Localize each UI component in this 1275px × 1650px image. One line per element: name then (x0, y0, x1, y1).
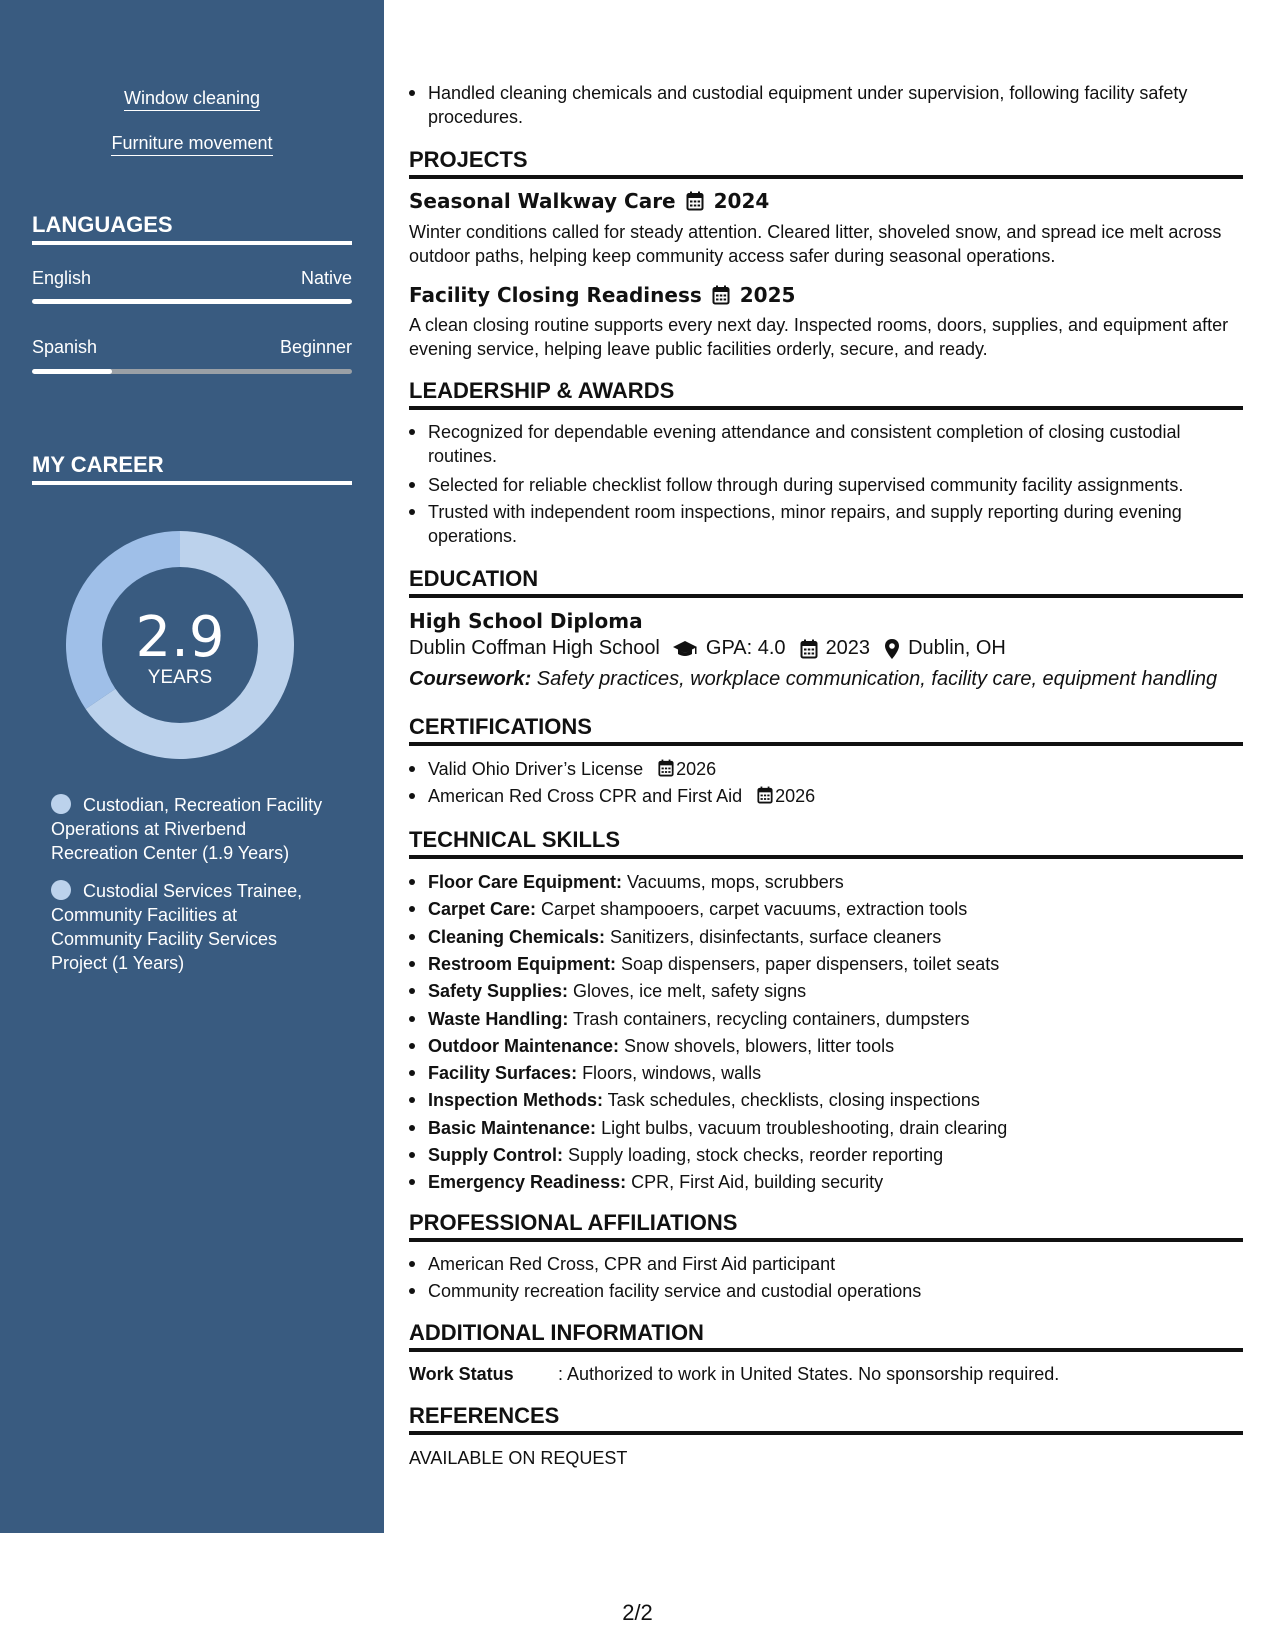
skill-furniture-movement[interactable]: Furniture movement (0, 133, 384, 154)
project-title: Seasonal Walkway Care 2024 (409, 189, 770, 213)
career-dot-icon (51, 794, 71, 814)
additional-info-heading: ADDITIONAL INFORMATION (409, 1320, 1243, 1352)
language-bar-english (32, 299, 352, 304)
affiliation-item: Community recreation facility service and custodial operations (409, 1279, 1243, 1303)
skill-category: Carpet Care: (428, 899, 537, 920)
language-level: Native (300, 268, 352, 288)
skill-values: Task schedules, checklists, closing inspections (603, 1090, 980, 1111)
career-item: Custodial Services Trainee, Community Facilities at Community Facility Services Project (1 Years) (51, 881, 303, 973)
coursework-label: Coursework: (409, 668, 532, 690)
technical-skill-item (409, 1034, 1243, 1058)
skill-values: Gloves, ice melt, safety signs (568, 981, 807, 1002)
skill-category: Supply Control: (428, 1145, 563, 1165)
skill-category: Outdoor Maintenance: (428, 1035, 620, 1056)
certifications-heading: CERTIFICATIONS (409, 714, 1243, 746)
career-dot-icon (51, 880, 71, 900)
coursework (409, 668, 1217, 691)
location-pin-icon (884, 638, 900, 660)
technical-skill-item (409, 1143, 1243, 1167)
language-bar-fill (32, 299, 352, 304)
calendar-icon (800, 639, 818, 659)
technical-skill-item (409, 1007, 1243, 1031)
calendar-icon (658, 759, 674, 777)
skill-category: Waste Handling: (428, 1008, 569, 1029)
career-donut-chart (66, 531, 294, 759)
skill-category: Safety Supplies: (428, 981, 569, 1002)
skill-values: Trash containers, recycling containers, dumpsters (568, 1008, 970, 1029)
skill-category: Floor Care Equipment: (428, 872, 623, 892)
school-name: Dublin Coffman High School (409, 637, 660, 659)
degree-title: High School Diploma (409, 609, 643, 633)
skill-values: Soap dispensers, paper dispensers, toilet seats (616, 953, 1000, 974)
coursework-text: Safety practices, workplace communication, facility care, equipment handling (531, 668, 1218, 690)
certification-item: Valid Ohio Driver’s License 2026 (409, 757, 1243, 781)
skill-values: Carpet shampooers, carpet vacuums, extraction tools (536, 899, 968, 920)
skill-window-cleaning[interactable]: Window cleaning (0, 88, 384, 109)
skill-values: CPR, First Aid, building security (626, 1172, 884, 1193)
education-heading: EDUCATION (409, 566, 1243, 598)
skill-category: Restroom Equipment: (428, 953, 617, 974)
leadership-item: Selected for reliable checklist follow through during supervised community facility assignments. (409, 473, 1243, 497)
references-heading: REFERENCES (409, 1403, 1243, 1435)
leadership-item: Recognized for dependable evening attendance and consistent completion of closing custodial routines. (409, 420, 1243, 468)
work-status-row (409, 1362, 1243, 1386)
project-description: Winter conditions called for steady attention. Cleared litter, shoveled snow, and spread ice melt across outdoor paths, helping keep community access safer during seasonal operations. (409, 222, 1222, 266)
affiliation-item: American Red Cross, CPR and First Aid participant (409, 1252, 1243, 1276)
skill-category: Inspection Methods: (428, 1090, 603, 1111)
leadership-item: Trusted with independent room inspections, minor repairs, and supply reporting during evening operations. (409, 500, 1243, 548)
technical-skill-item (409, 952, 1243, 976)
skill-category: Emergency Readiness: (428, 1172, 627, 1193)
career-unit-label: YEARS (147, 667, 213, 688)
technical-skill-item (409, 1088, 1243, 1112)
project-year: 2025 (739, 283, 796, 307)
graduation-cap-icon (672, 639, 698, 659)
graduation-year: 2023 (825, 637, 871, 659)
affiliations-heading: PROFESSIONAL AFFILIATIONS (409, 1210, 1243, 1242)
calendar-icon (686, 191, 704, 211)
language-bar-spanish (32, 369, 352, 374)
career-heading: MY CAREER (32, 452, 352, 485)
project-title: Facility Closing Readiness 2025 (409, 283, 796, 307)
page-number: 2/2 (622, 1600, 653, 1625)
calendar-icon (757, 786, 773, 804)
skill-values: Supply loading, stock checks, reorder reporting (562, 1145, 944, 1165)
skill-values: Vacuums, mops, scrubbers (622, 872, 844, 892)
work-status-label: Work Status (409, 1364, 514, 1384)
language-row-english (32, 268, 352, 289)
skill-category: Basic Maintenance: (428, 1117, 597, 1138)
skill-category: Cleaning Chemicals: (428, 926, 606, 947)
experience-bullet: Handled cleaning chemicals and custodial equipment under supervision, following facility safety procedures. (409, 81, 1243, 129)
project-description: A clean closing routine supports every next day. Inspected rooms, doors, supplies, and equipment after evening service, helping leave public facilities orderly, secure, and ready. (409, 315, 1229, 359)
skill-category: Facility Surfaces: (428, 1063, 578, 1084)
work-status-value: : Authorized to work in United States. No sponsorship required. (558, 1364, 1060, 1384)
education-details (409, 637, 1006, 660)
technical-skill-item (409, 897, 1243, 921)
school-location: Dublin, OH (908, 637, 1006, 659)
languages-heading: LANGUAGES (32, 212, 352, 245)
technical-skill-item (409, 1170, 1243, 1194)
skill-values: Sanitizers, disinfectants, surface cleaners (605, 926, 942, 947)
skill-values: Snow shovels, blowers, litter tools (619, 1035, 895, 1056)
language-name: English (32, 268, 92, 288)
calendar-icon (712, 285, 730, 305)
technical-skill-item (409, 1061, 1243, 1085)
language-name: Spanish (32, 337, 98, 357)
career-item: Custodian, Recreation Facility Operations at Riverbend Recreation Center (1.9 Years) (51, 795, 323, 863)
career-total-years: 2.9 (135, 605, 225, 670)
skill-values: Light bulbs, vacuum troubleshooting, drain clearing (596, 1117, 1008, 1138)
references-text: AVAILABLE ON REQUEST (409, 1448, 628, 1468)
technical-skill-item (409, 925, 1243, 949)
projects-heading: PROJECTS (409, 147, 1243, 179)
project-year: 2024 (713, 189, 770, 213)
skill-values: Floors, windows, walls (577, 1063, 762, 1084)
technical-skill-item (409, 1116, 1243, 1140)
language-bar-fill (32, 369, 112, 374)
technical-skill-item (409, 870, 1243, 894)
leadership-heading: LEADERSHIP & AWARDS (409, 378, 1243, 410)
technical-skill-item (409, 979, 1243, 1003)
language-level: Beginner (279, 337, 352, 357)
technical-skills-heading: TECHNICAL SKILLS (409, 827, 1243, 859)
certification-item: American Red Cross CPR and First Aid 2026 (409, 784, 1243, 808)
language-row-spanish (32, 337, 352, 358)
sidebar (0, 0, 384, 1533)
gpa: GPA: 4.0 (705, 637, 786, 659)
